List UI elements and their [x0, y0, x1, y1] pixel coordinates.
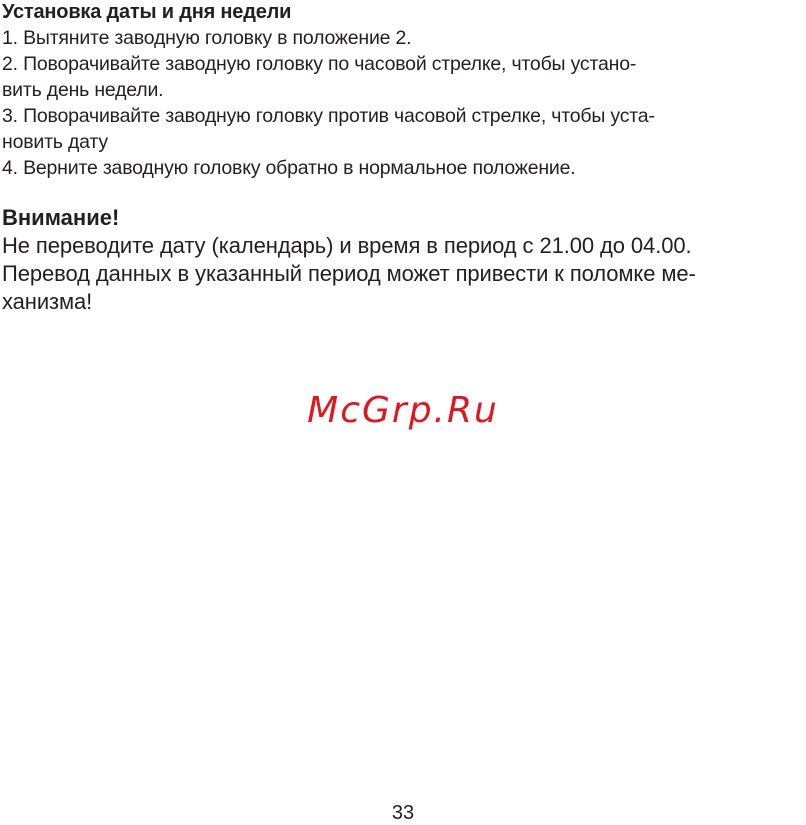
- section-heading: Установка даты и дня недели: [2, 1, 292, 23]
- warning-line: Перевод данных в указанный период может привести к поломке ме-: [2, 261, 696, 286]
- instruction-line: 1. Вытяните заводную головку в положение 2.: [2, 27, 412, 49]
- instruction-line: новить дату: [2, 131, 108, 153]
- instruction-line: вить день недели.: [2, 79, 164, 101]
- instruction-line: 4. Верните заводную головку обратно в нормальное положение.: [2, 157, 576, 179]
- warning-line: ханизма!: [2, 289, 93, 314]
- warning-section: [2, 204, 802, 316]
- date-setting-section: [2, 0, 802, 181]
- warning-heading: Внимание!: [2, 205, 120, 230]
- warning-line: Не переводите дату (календарь) и время в период с 21.00 до 04.00.: [2, 233, 692, 258]
- watermark-logo: McGrp.Ru: [307, 390, 499, 431]
- instruction-line: 2. Поворачивайте заводную головку по часовой стрелке, чтобы устано-: [2, 53, 637, 75]
- page-number: 33: [391, 802, 415, 824]
- instruction-line: 3. Поворачивайте заводную головку против часовой стрелке, чтобы уста-: [2, 105, 655, 127]
